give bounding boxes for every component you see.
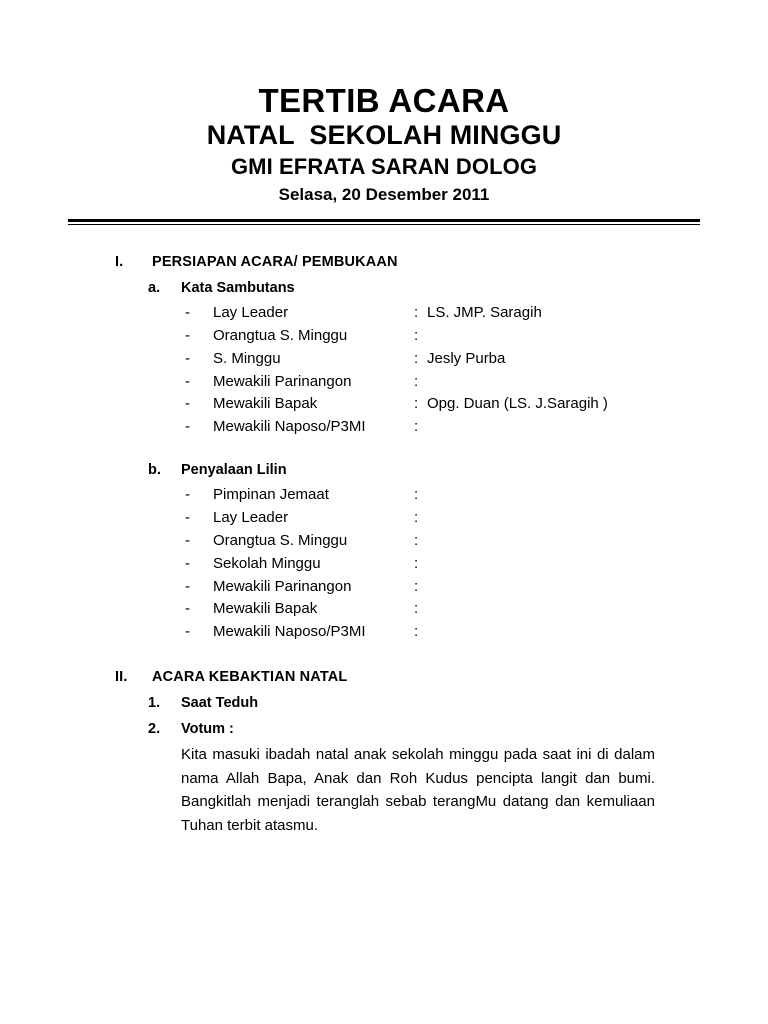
document-body: [0, 225, 768, 837]
list-item-value: Jesly Purba: [427, 349, 506, 367]
list-item-dash: -: [185, 532, 190, 550]
list-item-label: Lay Leader: [213, 509, 289, 527]
list-item-colon: :: [414, 577, 419, 595]
list-item-label: Pimpinan Jemaat: [213, 486, 329, 504]
list-item: [0, 325, 768, 348]
list-item-dash: -: [185, 600, 190, 618]
subsection-heading-row: [0, 459, 768, 482]
list-item-label: Sekolah Minggu: [213, 554, 321, 572]
subsection-item-list: [0, 484, 768, 644]
subsection-heading: Saat Teduh: [181, 694, 259, 711]
list-item-colon: :: [414, 554, 419, 572]
section-marker: I.: [115, 254, 124, 271]
list-item-dash: -: [185, 577, 190, 595]
title-block: [0, 0, 768, 207]
subsection-heading: Kata Sambutans: [181, 279, 295, 296]
list-item: [0, 348, 768, 371]
list-item: [0, 484, 768, 507]
subsection-item-list: [0, 302, 768, 439]
list-item-label: Mewakili Parinangon: [213, 577, 352, 595]
list-item: [0, 553, 768, 576]
list-item-value: LS. JMP. Saragih: [427, 304, 542, 322]
page-date: Selasa, 20 Desember 2011: [278, 185, 490, 205]
section-marker: II.: [115, 669, 128, 686]
subsection-heading-row: [0, 718, 768, 741]
list-item: [0, 371, 768, 394]
list-item: [0, 302, 768, 325]
list-item-colon: :: [414, 418, 419, 436]
list-item-label: Orangtua S. Minggu: [213, 327, 348, 344]
subsection-heading-row: [0, 692, 768, 715]
list-item-label: Orangtua S. Minggu: [213, 532, 348, 550]
section-heading-row: [0, 666, 768, 688]
list-item-dash: -: [185, 327, 190, 344]
subsection-heading: Penyalaan Lilin: [181, 461, 287, 478]
list-item-dash: -: [185, 623, 190, 641]
list-item-label: S. Minggu: [213, 349, 281, 367]
list-item-colon: :: [414, 395, 419, 413]
list-item: [0, 598, 768, 621]
list-item-dash: -: [185, 509, 190, 527]
section-heading: ACARA KEBAKTIAN NATAL: [152, 669, 348, 686]
list-item: [0, 393, 768, 416]
list-item-value: Opg. Duan (LS. J.Saragih ): [427, 395, 608, 413]
list-item-colon: :: [414, 349, 419, 367]
section-i: [0, 251, 768, 644]
list-item-label: Mewakili Naposo/P3MI: [213, 418, 366, 436]
section-ii: [0, 666, 768, 837]
list-item-colon: :: [414, 532, 419, 550]
list-item-dash: -: [185, 395, 190, 413]
list-item-dash: -: [185, 418, 190, 436]
list-item-dash: -: [185, 372, 190, 390]
list-item: [0, 576, 768, 599]
subsection-marker: 2.: [148, 721, 161, 737]
list-item-dash: -: [185, 349, 190, 367]
list-item-colon: :: [414, 509, 419, 527]
list-item: [0, 621, 768, 644]
list-item-label: Mewakili Naposo/P3MI: [213, 623, 366, 641]
list-item-label: Mewakili Bapak: [213, 600, 318, 618]
list-item-dash: -: [185, 304, 190, 322]
list-item-dash: -: [185, 486, 190, 504]
subsection-marker: a.: [148, 279, 161, 296]
section-heading: PERSIAPAN ACARA/ PEMBUKAAN: [152, 254, 398, 271]
page-title: TERTIB ACARA: [258, 82, 510, 119]
list-item-dash: -: [185, 554, 190, 572]
page-subtitle-organization: GMI EFRATA SARAN DOLOG: [230, 153, 538, 179]
votum-paragraph: Kita masuki ibadah natal anak sekolah minggu pada saat ini di dalam nama Allah Bapa, Anak dan Roh Kudus pencipta langit dan bumi. Bangkitlah menjadi teranglah sebab terangMu datang dan kemuliaan Tuhan terbit atasmu.: [181, 746, 655, 834]
list-item-label: Lay Leader: [213, 304, 289, 322]
section-heading-row: [0, 251, 768, 273]
list-item: [0, 416, 768, 439]
list-item: [0, 530, 768, 553]
list-item-label: Mewakili Bapak: [213, 395, 318, 413]
list-item-colon: :: [414, 623, 419, 641]
list-item-colon: :: [414, 600, 419, 618]
subsection-marker: b.: [148, 461, 161, 478]
list-item-colon: :: [414, 486, 419, 504]
list-item-colon: :: [414, 372, 419, 390]
list-item-label: Mewakili Parinangon: [213, 372, 352, 390]
subsection-marker: 1.: [148, 694, 161, 711]
subsection-heading-row: [0, 277, 768, 300]
list-item: [0, 507, 768, 530]
list-item-colon: :: [414, 304, 419, 322]
list-item-colon: :: [414, 327, 419, 344]
subsection-heading: Votum :: [181, 721, 234, 737]
page-subtitle-event: NATAL SEKOLAH MINGGU: [206, 119, 562, 150]
